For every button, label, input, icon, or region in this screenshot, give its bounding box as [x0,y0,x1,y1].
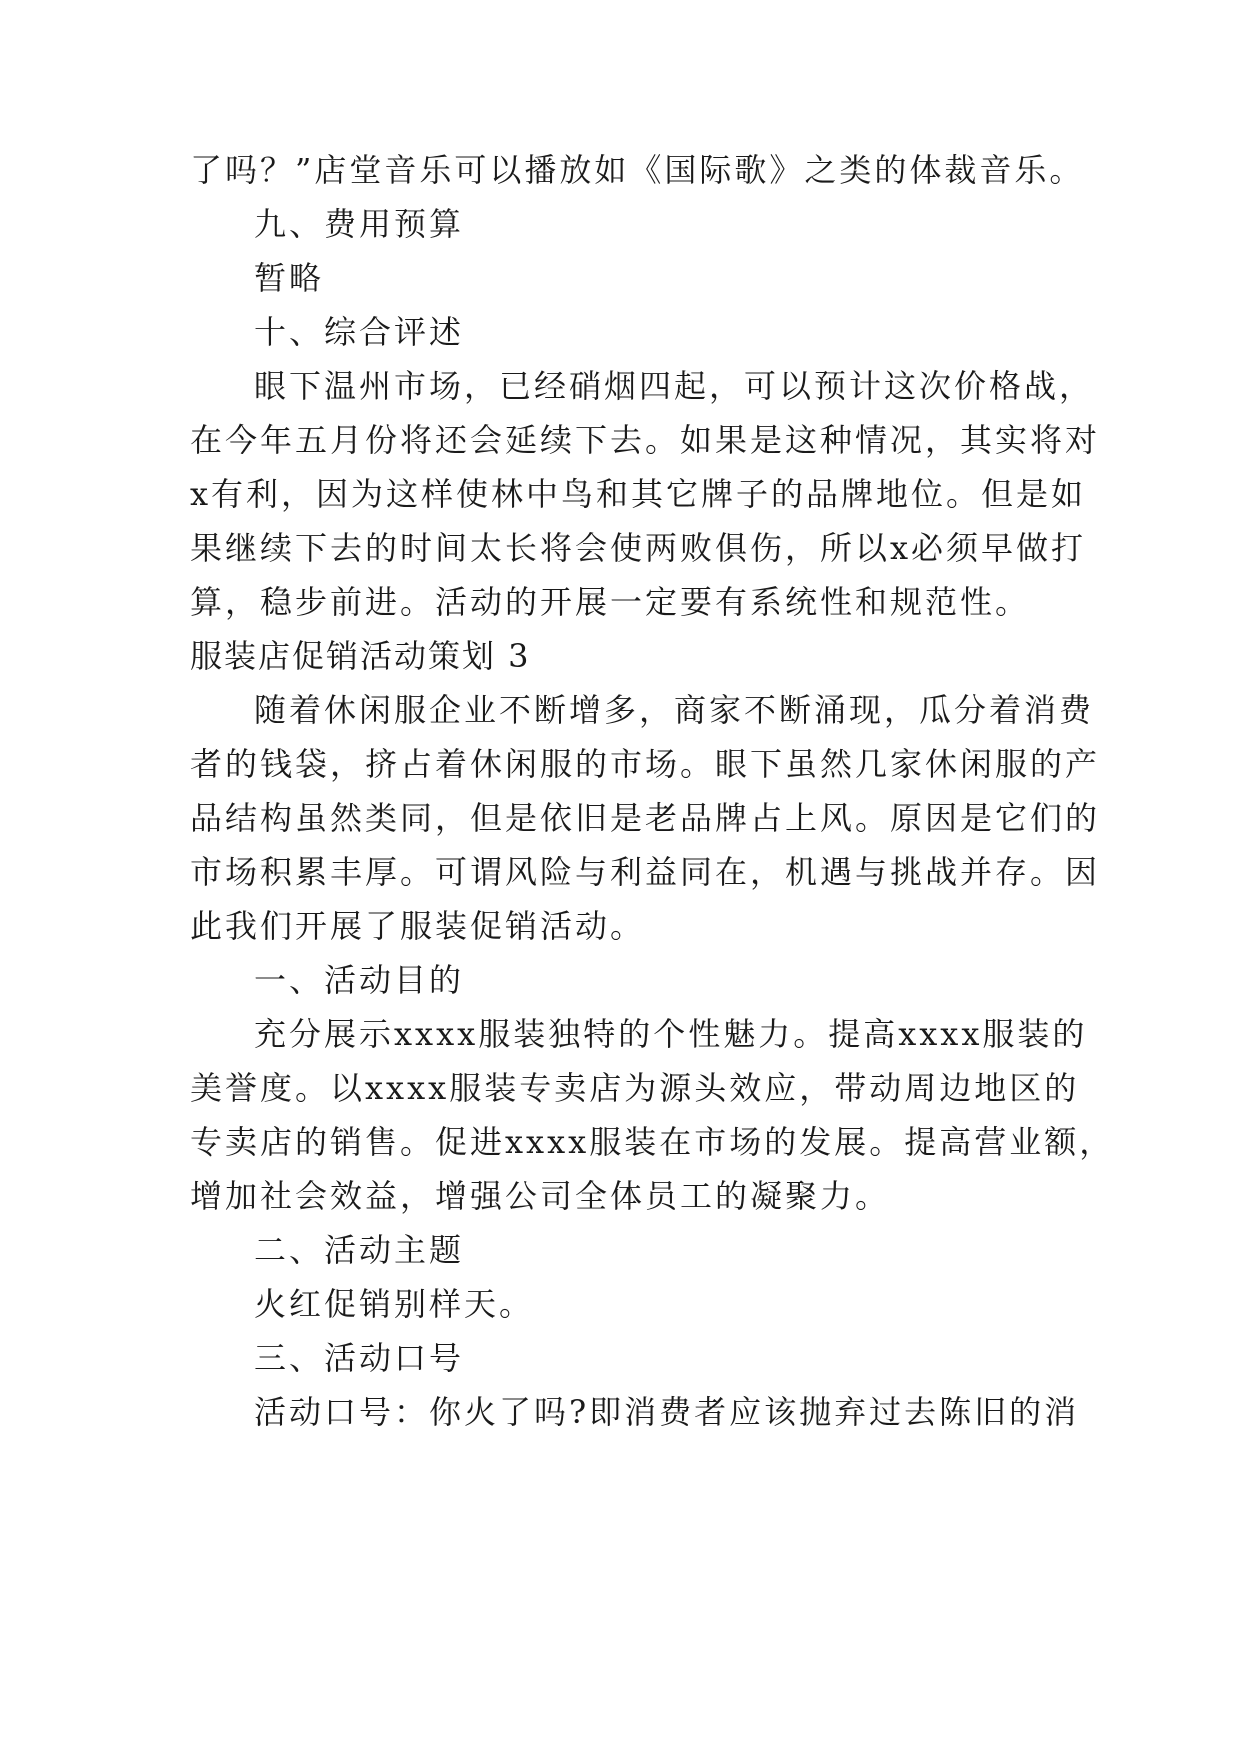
section-heading-slogan: 三、活动口号 [254,1339,465,1377]
section-heading-budget: 九、费用预算 [254,205,465,243]
paragraph-line: 者的钱袋，挤占着休闲服的市场。眼下虽然几家休闲服的产 [190,745,1101,783]
paragraph-line: 在今年五月份将还会延续下去。如果是这种情况，其实将对 [190,421,1101,459]
paragraph-line: 了吗？”店堂音乐可以播放如《国际歌》之类的体裁音乐。 [190,151,1085,189]
paragraph-line: 眼下温州市场，已经硝烟四起，可以预计这次价格战， [254,367,1095,405]
paragraph-line: 市场积累丰厚。可谓风险与利益同在，机遇与挑战并存。因 [190,853,1101,891]
paragraph-line: 随着休闲服企业不断增多，商家不断涌现，瓜分着消费 [254,691,1095,729]
paragraph-line: 增加社会效益，增强公司全体员工的凝聚力。 [190,1177,891,1215]
section-heading-goal: 一、活动目的 [254,961,465,999]
paragraph-line: 此我们开展了服装促销活动。 [190,907,646,945]
paragraph-line: 暂略 [254,259,325,297]
paragraph-line: 专卖店的销售。促进xxxx服装在市场的发展。提高营业额， [190,1123,1115,1161]
paragraph-line: 充分展示xxxx服装独特的个性魅力。提高xxxx服装的 [254,1015,1088,1053]
section-heading-theme: 二、活动主题 [254,1231,465,1269]
paragraph-line: 算，稳步前进。活动的开展一定要有系统性和规范性。 [190,583,1031,621]
paragraph-line: 果继续下去的时间太长将会使两败俱伤，所以x必须早做打 [190,529,1087,567]
section-heading-review: 十、综合评述 [254,313,465,351]
paragraph-line: 美誉度。以xxxx服装专卖店为源头效应，带动周边地区的 [190,1069,1080,1107]
document-title: 服装店促销活动策划 3 [190,637,531,675]
paragraph-line: 品结构虽然类同，但是依旧是老品牌占上风。原因是它们的 [190,799,1101,837]
paragraph-line: 火红促销别样天。 [254,1285,535,1323]
paragraph-line: x有利，因为这样使林中鸟和其它牌子的品牌地位。但是如 [190,475,1087,513]
paragraph-line: 活动口号：你火了吗?即消费者应该抛弃过去陈旧的消 [254,1393,1080,1431]
